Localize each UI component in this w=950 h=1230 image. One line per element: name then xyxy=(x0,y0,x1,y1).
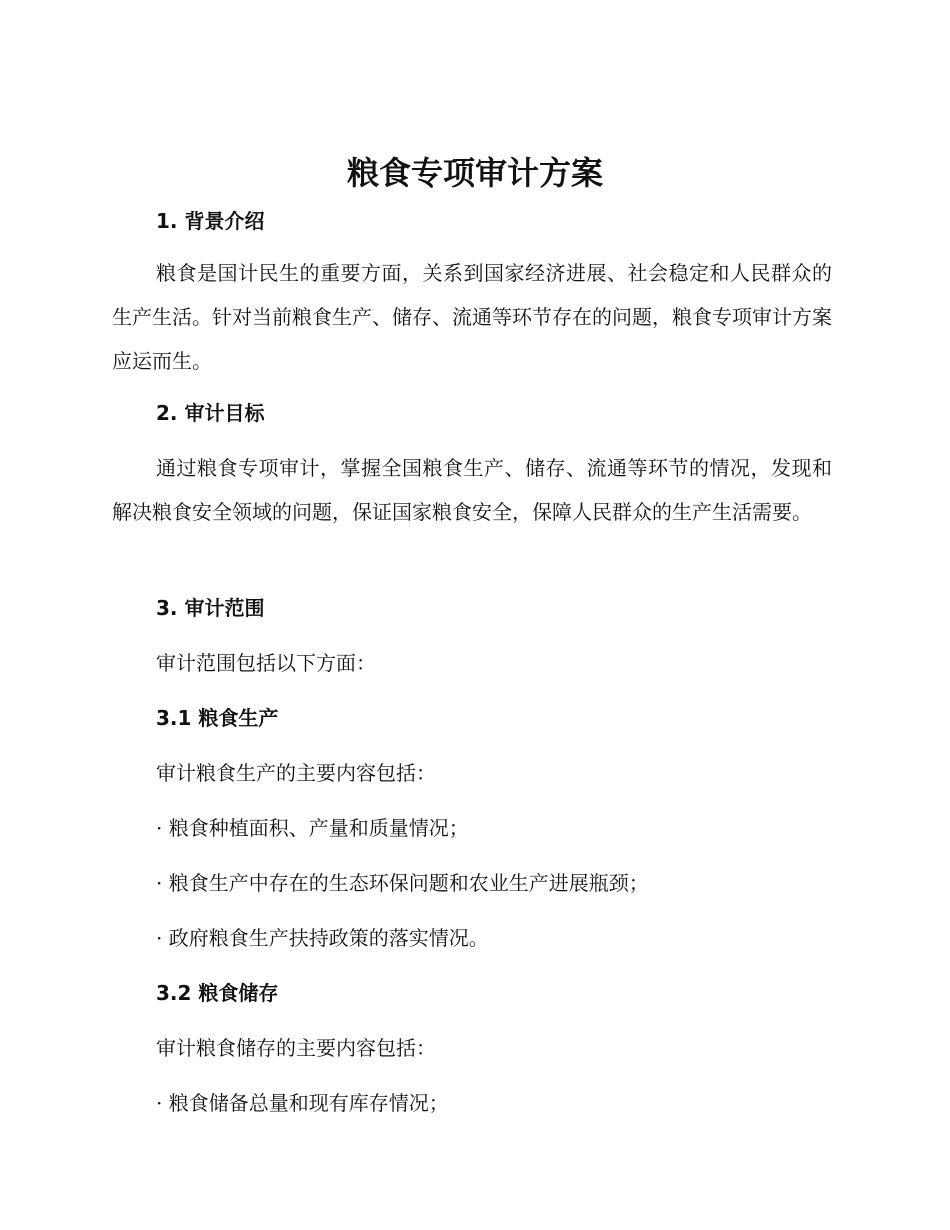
section-paragraph-background: 粮食是国计民生的重要方面，关系到国家经济进展、社会稳定和人民群众的生产生活。针对当前粮食生产、储存、流通等环节存在的问题，粮食专项审计方案应运而生。 xyxy=(112,261,832,373)
document-title: 粮食专项审计方案 xyxy=(346,154,603,192)
list-item: · 粮食生产中存在的生态环保问题和农业生产进展瓶颈； xyxy=(156,871,649,895)
list-item: · 粮食储备总量和现有库存情况； xyxy=(156,1091,449,1115)
subsection-intro-grain-production: 审计粮食生产的主要内容包括： xyxy=(156,761,436,785)
subsection-intro-grain-storage: 审计粮食储存的主要内容包括： xyxy=(156,1036,436,1060)
section-heading-audit-scope: 3. 审计范围 xyxy=(156,596,265,620)
section-intro-audit-scope: 审计范围包括以下方面： xyxy=(156,651,376,675)
subsection-heading-grain-production: 3.1 粮食生产 xyxy=(156,706,279,730)
section-paragraph-audit-goal: 通过粮食专项审计，掌握全国粮食生产、储存、流通等环节的情况，发现和解决粮食安全领域的问题，保证国家粮食安全，保障人民群众的生产生活需要。 xyxy=(112,456,832,524)
subsection-heading-grain-storage: 3.2 粮食储存 xyxy=(156,981,279,1005)
section-heading-audit-goal: 2. 审计目标 xyxy=(156,401,265,425)
section-heading-background: 1. 背景介绍 xyxy=(156,209,265,233)
list-item: · 政府粮食生产扶持政策的落实情况。 xyxy=(156,926,489,950)
list-item: · 粮食种植面积、产量和质量情况； xyxy=(156,816,469,840)
